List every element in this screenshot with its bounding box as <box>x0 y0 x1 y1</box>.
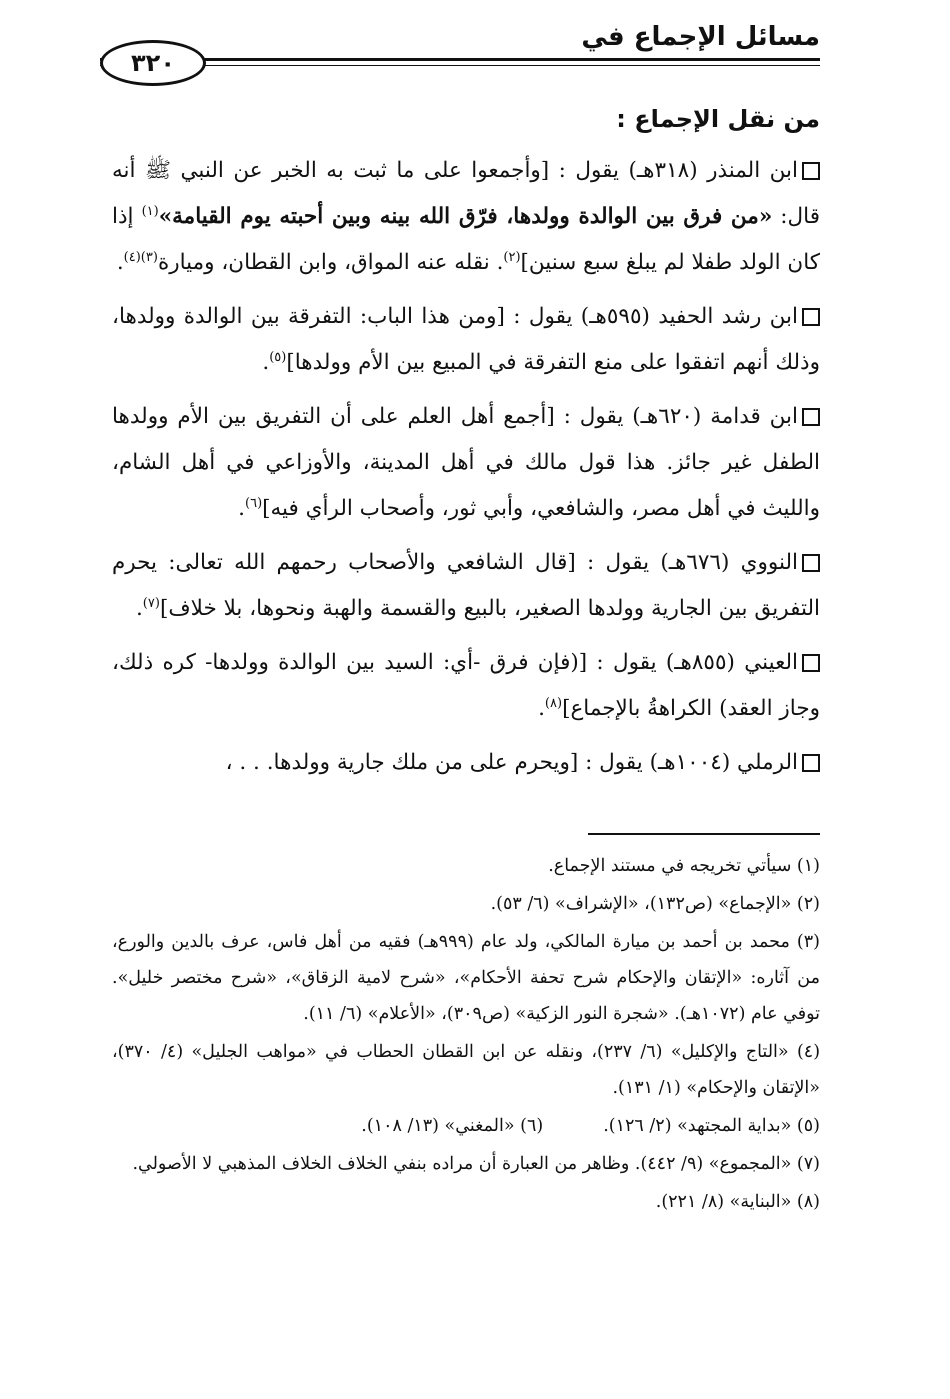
footnote: (٨) «البناية» (٨/ ٢٢١). <box>655 1192 820 1212</box>
entry-text: . <box>116 250 124 275</box>
square-bullet-icon <box>802 554 820 572</box>
entry-text: . نقله عنه المواق، وابن القطان، وميارة <box>157 250 504 275</box>
hadith-quote: «من فرق بين الوالدة وولدها، فرّق الله بينه وبين أحبته يوم القيامة» <box>158 204 773 229</box>
footnote-ref[interactable]: (٧) <box>142 595 160 611</box>
footnote-ref[interactable]: (٢) <box>503 249 521 265</box>
square-bullet-icon <box>802 654 820 672</box>
header-rule <box>100 58 820 61</box>
footnote: (٣) محمد بن أحمد بن ميارة المالكي، ولد عام (٩٩٩هـ) فقيه من أهل فاس، عرف بالدين والورع، من آثاره: «الإتقان والإحكام شرح تحفة الأحكام»، «شرح لامية الزقاق»، «شرح مختصر خليل». توفي عام (١٠٧٢هـ). «شجرة النور الزكية» (ص٣٠٩)، «الأعلام» (٦/ ١١). <box>112 932 820 1024</box>
entry-text: . <box>538 696 545 721</box>
page-header <box>100 18 820 78</box>
entry-text: ابن المنذر (٣١٨هـ) يقول : [وأجمعوا على ما ثبت به الخبر عن النبي ﷺ أنه قال: <box>112 158 821 229</box>
entry-text: . <box>238 496 245 521</box>
footnote-ref[interactable]: (٥) <box>269 349 287 365</box>
footnote: (٢) «الإجماع» (ص١٣٢)، «الإشراف» (٦/ ٥٣). <box>490 894 820 914</box>
square-bullet-icon <box>802 408 820 426</box>
header-rule <box>100 65 820 66</box>
entry-text: . <box>262 350 270 375</box>
footnote: (٥) «بداية المجتهد» (٢/ ١٢٦). <box>603 1116 820 1136</box>
footnote-ref[interactable]: (٦) <box>245 495 263 511</box>
ijma-entry <box>112 148 820 286</box>
footnotes <box>112 848 820 1222</box>
book-title: مسائل الإجماع في <box>573 22 820 52</box>
main-text <box>112 96 820 794</box>
entry-text: إذا كان الولد طفلا لم يبلغ سبع سنين] <box>112 204 820 275</box>
ijma-entry <box>112 294 820 386</box>
footnote-ref[interactable]: (١) <box>141 203 159 219</box>
entry-text: النووي (٦٧٦هـ) يقول : [قال الشافعي والأصحاب رحمهم الله تعالى: يحرم التفريق بين الجارية وولدها الصغير، بالبيع والقسمة والهبة ونحوها، بلا خلاف] <box>112 550 820 621</box>
ijma-entry <box>112 540 820 632</box>
footnote: (١) سيأتي تخريجه في مستند الإجماع. <box>548 856 820 876</box>
ijma-entry <box>112 394 820 532</box>
entry-text: ابن رشد الحفيد (٥٩٥هـ) يقول : [ومن هذا الباب: التفرقة بين الوالدة وولدها، وذلك أنهم اتفقوا على منع التفرقة في المبيع بين الأم وولدها] <box>112 304 820 375</box>
ijma-entry <box>112 740 820 786</box>
footnote-divider <box>588 833 820 835</box>
footnote-ref[interactable]: (٣)(٤) <box>123 249 158 265</box>
entry-text: العيني (٨٥٥هـ) يقول : [(فإن فرق -أي: السيد بين الوالدة وولدها- كره ذلك، وجاز العقد) الكراهةُ بالإجماع] <box>112 650 820 721</box>
footnote-ref[interactable]: (٨) <box>544 695 563 711</box>
footnote: (٧) «المجموع» (٩/ ٤٤٢). وظاهر من العبارة أن مراده بنفي الخلاف الخلاف المذهبي لا الأصولي. <box>132 1154 820 1174</box>
square-bullet-icon <box>802 162 820 180</box>
page-number: ٣٢٠ <box>100 40 206 86</box>
entry-text: . <box>135 596 143 621</box>
ijma-entry <box>112 640 820 732</box>
footnote: (٤) «التاج والإكليل» (٦/ ٢٣٧)، ونقله عن ابن القطان الحطاب في «مواهب الجليل» (٤/ ٣٧٠)، «الإتقان والإحكام» (١/ ١٣١). <box>112 1042 821 1098</box>
square-bullet-icon <box>802 308 820 326</box>
footnote: (٦) «المغني» (١٣/ ١٠٨). <box>361 1116 544 1136</box>
section-heading: من نقل الإجماع : <box>616 105 820 133</box>
entry-text: ابن قدامة (٦٢٠هـ) يقول : [أجمع أهل العلم على أن التفريق بين الأم وولدها الطفل غير جائز. هذا قول مالك في أهل المدينة، والأوزاعي في أهل الشام، والليث في أهل مصر، والشافعي، وأبي ثور، وأصحاب الرأي فيه] <box>112 404 820 521</box>
entry-text: الرملي (١٠٠٤هـ) يقول : [ويحرم على من ملك جارية وولدها. . . ، <box>225 750 798 775</box>
footnote-pair <box>112 1108 820 1144</box>
square-bullet-icon <box>802 754 820 772</box>
